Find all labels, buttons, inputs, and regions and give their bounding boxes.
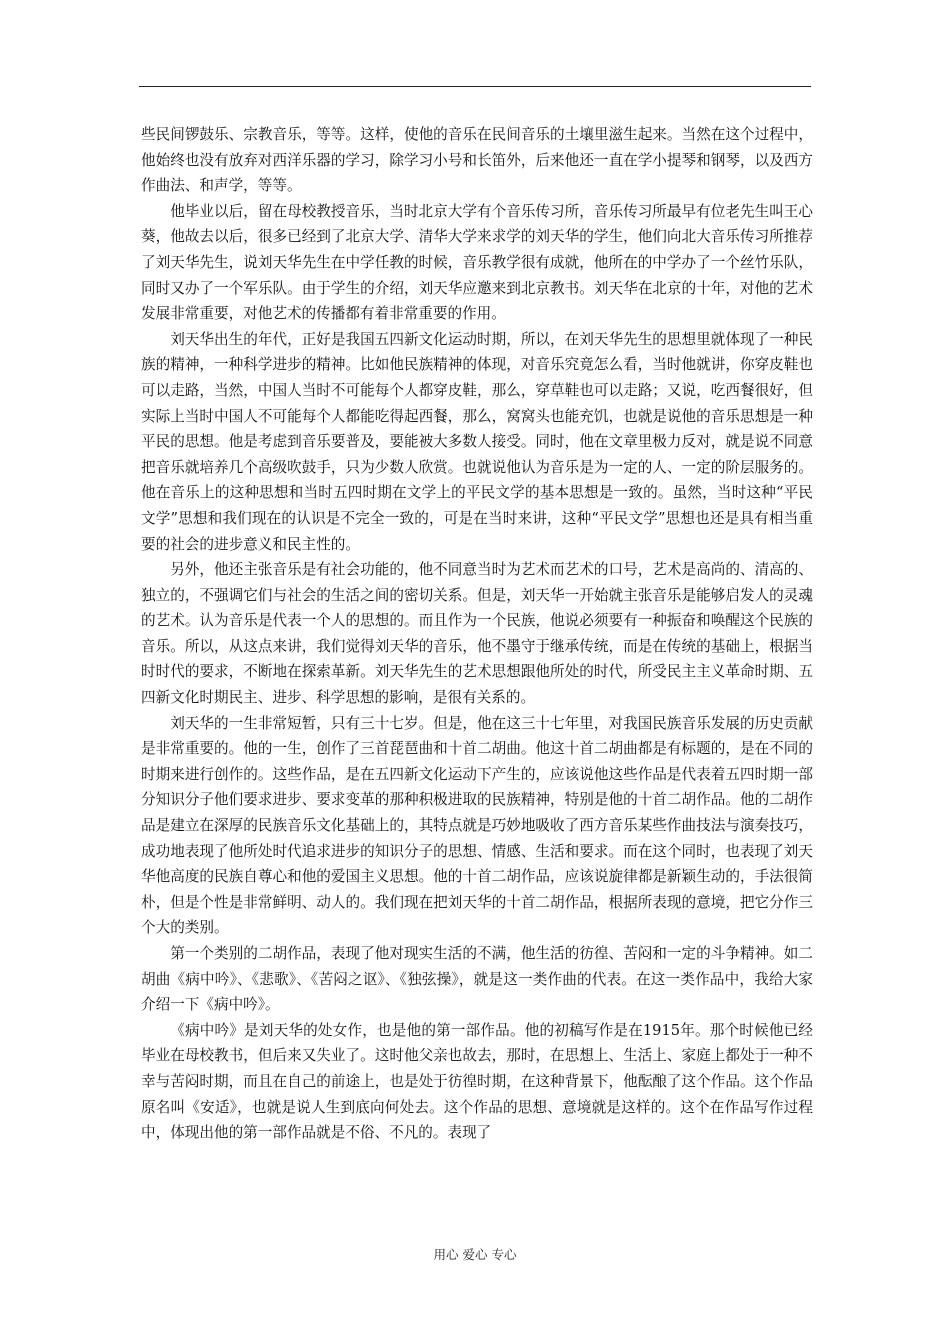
paragraph-7: 《病中吟》是刘天华的处女作，也是他的第一部作品。他的初稿写作是在1915年。那个时候他已经毕业在母校教书，但后来又失业了。这时他父亲也故去，那时，在思想上、生活上、家庭上都处于一种不幸与苦闷时期，而且在自己的前途上，也是处于彷徨时期，在这种背景下，他酝酿了这个作品。这个作品原名叫《安适》，也就是说人生到底向何处去。这个作品的思想、意境就是这样的。这个在作品写作过程中，体现出他的第一部作品就是不俗、不凡的。表现了: [141, 1021, 813, 1142]
paragraph-2: 他毕业以后，留在母校教授音乐，当时北京大学有个音乐传习所，音乐传习所最早有位老先生叫王心葵，他故去以后，很多已经到了北京大学、清华大学来求学的刘天华的学生，他们向北大音乐传习所推荐了刘天华先生，说刘天华先生在中学任教的时候，音乐教学很有成就，他所在的中学办了一个丝竹乐队，同时又办了一个军乐队。由于学生的介绍，刘天华应邀来到北京教书。刘天华在北京的十年，对他的艺术发展非常重要，对他艺术的传播都有着非常重要的作用。: [141, 202, 813, 323]
header-rule: [139, 86, 811, 87]
paragraph-6: 第一个类别的二胡作品，表现了他对现实生活的不满，他生活的彷徨、苦闷和一定的斗争精神。如二胡曲《病中吟》、《悲歌》、《苦闷之讴》、《独弦操》，就是这一类作曲的代表。在这一类作品中，我给大家介绍一下《病中吟》。: [141, 945, 813, 1014]
paragraph-1: 些民间锣鼓乐、宗教音乐，等等。这样，使他的音乐在民间音乐的土壤里滋生起来。当然在这个过程中，他始终也没有放弃对西洋乐器的学习，除学习小号和长笛外，后来他还一直在学小提琴和钢琴，以及西方作曲法、和声学，等等。: [141, 126, 813, 195]
paragraph-3: 刘天华出生的年代，正好是我国五四新文化运动时期，所以，在刘天华先生的思想里就体现了一种民族的精神，一种科学进步的精神。比如他民族精神的体现，对音乐究竟怎么看，当时他就讲，你穿皮鞋也可以走路，当然，中国人当时不可能每个人都穿皮鞋，那么，穿草鞋也可以走路；又说，吃西餐很好，但实际上当时中国人不可能每个人都能吃得起西餐，那么，窝窝头也能充饥，也就是说他的音乐思想是一种平民的思想。他是考虑到音乐要普及，要能被大多数人接受。同时，他在文章里极力反对，就是说不同意把音乐就培养几个高级吹鼓手，只为少数人欣赏。也就说他认为音乐是为一定的人、一定的阶层服务的。他在音乐上的这种思想和当时五四时期在文学上的平民文学的基本思想是一致的。虽然，当时这种“平民文学”思想和我们现在的认识是不完全一致的，可是在当时来讲，这种“平民文学”思想也还是具有相当重要的社会的进步意义和民主性的。: [141, 330, 813, 553]
page-footer: 用心 爱心 专心: [433, 1247, 517, 1262]
paragraph-5: 刘天华的一生非常短暂，只有三十七岁。但是，他在这三十七年里，对我国民族音乐发展的历史贡献是非常重要的。他的一生，创作了三首琵琶曲和十首二胡曲。他这十首二胡曲都是有标题的，是在不同的时期来进行创作的。这些作品，是在五四新文化运动下产生的，应该说他这些作品是代表着五四时期一部分知识分子他们要求进步、要求变革的那种积极进取的民族精神，特别是他的十首二胡作品。他的二胡作品是建立在深厚的民族音乐文化基础上的，其特点就是巧妙地吸收了西方音乐某些作曲技法与演奏技巧，成功地表现了他所处时代追求进步的知识分子的思想、情感、生活和要求。而在这个同时，也表现了刘天华他高度的民族自尊心和他的爱国主义思想。他的十首二胡作品，应该说旋律都是新颖生动的，手法很简朴，但是个性是非常鲜明、动人的。我们现在把刘天华的十首二胡作品，根据所表现的意境，把它分作三个大的类别。: [141, 714, 813, 937]
paragraph-4: 另外，他还主张音乐是有社会功能的，他不同意当时为艺术而艺术的口号，艺术是高尚的、清高的、独立的，不强调它们与社会的生活之间的密切关系。但是，刘天华一开始就主张音乐是能够启发人的灵魂的艺术。认为音乐是代表一个人的思想的。而且作为一个民族，他说必须要有一种振奋和唤醒这个民族的音乐。所以，从这点来讲，我们觉得刘天华的音乐，他不墨守于继承传统，而是在传统的基础上，根据当时时代的要求，不断地在探索革新。刘天华先生的艺术思想跟他所处的时代，所受民主主义革命时期、五四新文化时期民主、进步、科学思想的影响，是很有关系的。: [141, 561, 813, 707]
body-text: [141, 122, 813, 1146]
